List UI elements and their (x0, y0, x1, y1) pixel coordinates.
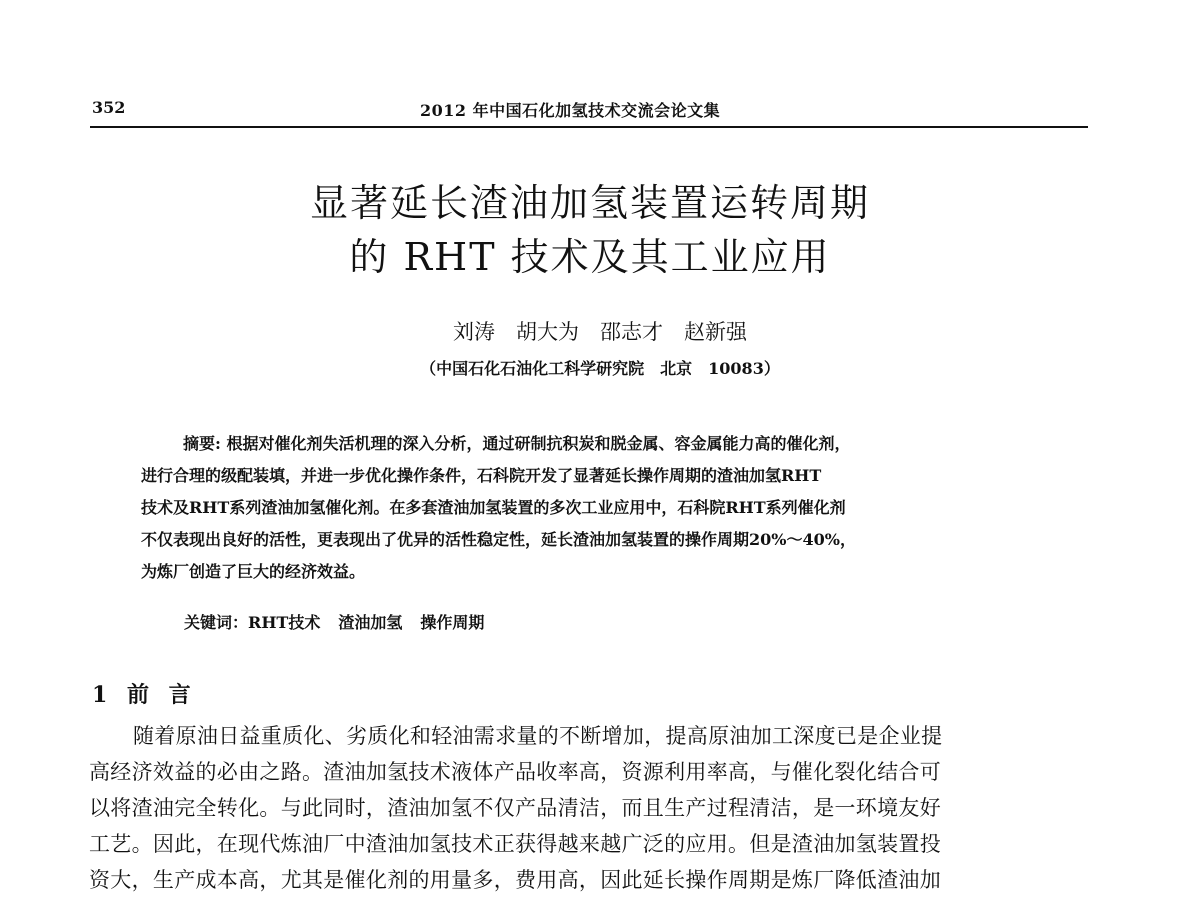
keyword: 操作周期 (420, 613, 485, 632)
paper-title-line-2: 的 RHT 技术及其工业应用 (349, 235, 831, 279)
page-number: 352 (92, 98, 126, 117)
body-line: 工艺。因此，在现代炼油厂中渣油加氢技术正获得越来越广泛的应用。但是渣油加氢装置投 (89, 832, 941, 856)
abstract-line: 技术及RHT系列渣油加氢催化剂。在多套渣油加氢装置的多次工业应用中，石科院RHT系列催化剂 (141, 498, 846, 517)
author-list: 刘涛 胡大为 邵志才 赵新强 (453, 320, 747, 344)
journal-title: 2012 年中国石化加氢技术交流会论文集 (420, 101, 721, 120)
abstract-line: 摘要: 根据对催化剂失活机理的深入分析，通过研制抗积炭和脱金属、容金属能力高的催化剂， (183, 434, 851, 453)
abstract-line: 不仅表现出良好的活性，更表现出了优异的活性稳定性，延长渣油加氢装置的操作周期20%～40%， (141, 530, 856, 549)
keywords (184, 610, 502, 633)
body-line: 高经济效益的必由之路。渣油加氢技术液体产品收率高，资源利用率高，与催化裂化结合可 (89, 760, 941, 784)
section-heading: 1 前 言 (92, 682, 197, 708)
abstract-line: 为炼厂创造了巨大的经济效益。 (141, 562, 366, 581)
abstract-line: 进行合理的级配装填，并进一步优化操作条件，石科院开发了显著延长操作周期的渣油加氢RHT (141, 466, 822, 485)
affiliation: （中国石化石油化工科学研究院 北京 10083） (420, 359, 780, 378)
body-line: 随着原油日益重质化、劣质化和轻油需求量的不断增加，提高原油加工深度已是企业提 (133, 724, 943, 748)
body-line: 以将渣油完全转化。与此同时，渣油加氢不仅产品清洁，而且生产过程清洁，是一环境友好 (89, 796, 941, 820)
keyword: 渣油加氢 (338, 613, 403, 632)
body-paragraph (89, 718, 1084, 898)
keyword: RHT技术 (248, 613, 321, 632)
paper-title-line-1: 显著延长渣油加氢装置运转周期 (309, 181, 870, 225)
running-head (90, 96, 1088, 128)
keywords-label: 关键词： (184, 613, 249, 632)
body-line: 资大，生产成本高，尤其是催化剂的用量多，费用高，因此延长操作周期是炼厂降低渣油加 (89, 868, 941, 892)
abstract-label: 摘要 (183, 434, 216, 453)
abstract (141, 428, 1041, 588)
